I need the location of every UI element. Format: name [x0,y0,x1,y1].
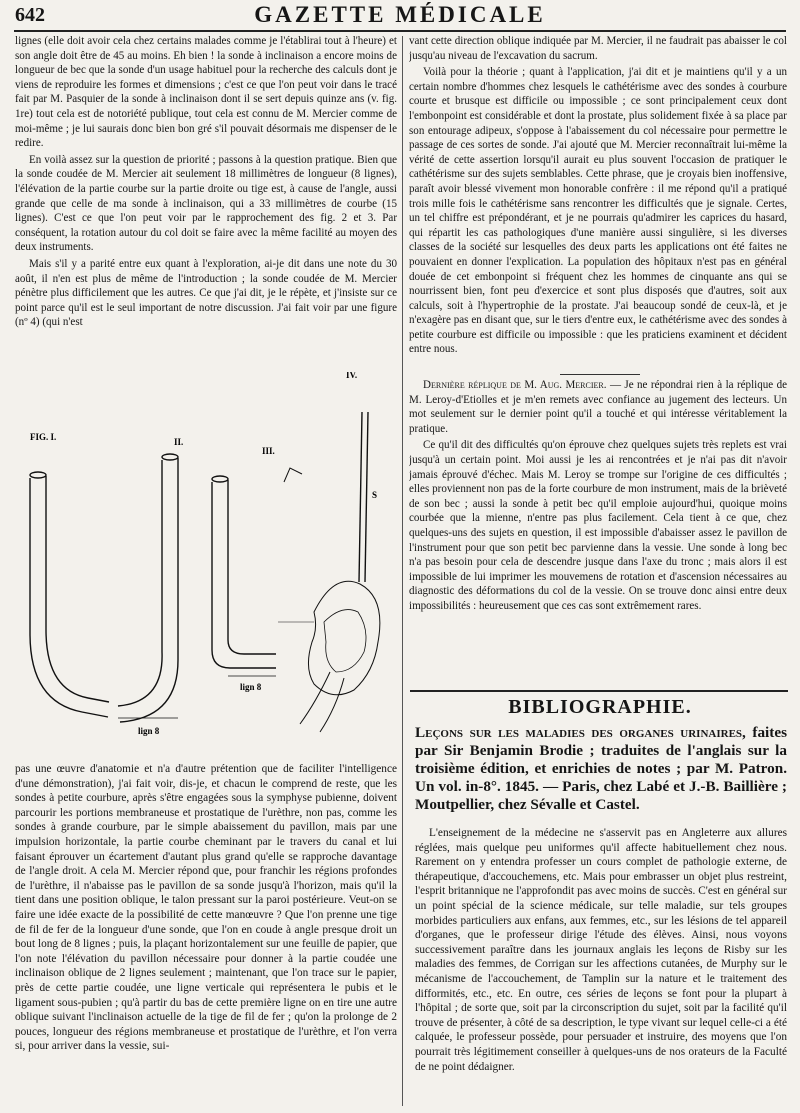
fig4-rod [359,412,362,582]
fig2-sound [118,460,162,706]
header-rule [14,30,786,32]
fig4-label: IV. [346,372,358,380]
fig3-sound [212,482,276,668]
bibliography-title: BIBLIOGRAPHIE. [508,696,692,718]
left-column-bottom [15,762,397,1108]
fig2-label: II. [174,437,184,447]
fig3-label: III. [262,446,275,456]
fig1-sound [30,478,108,717]
fig1-sound-inner [46,476,109,702]
paragraph: Mais s'il y a parité entre eux quant à l'exploration, ai-je dit dans une note du 30 août, il n'en est plus de même de l'introduction ; la sonde coudée de M. Mercier pénètre plus difficilement que les autres. Ce que j'ai dit, je le répète, et j'insiste sur ce point parce qu'il est le seul important de notre discussion. J'ai fait voir par une figure (nº 4) (qui n'est [15,257,397,329]
left-column-top [15,34,397,374]
paragraph: En voilà assez sur la question de priorité ; passons à la question pratique. Bien que la sonde coudée de M. Mercier ait seulement 18 millimètres de longueur (8 lignes), l'élévation de la partie courbe sur la partie droite ou tige est, à cause de l'angle, aussi grande que celle de ma sonde à inclinaison, qui a 33 millimètres de courbe (15 lignes). C'est ce que l'on peut voir par le rapprochement des fig. 2 et 3. Par conséquent, la rotation autour du col doit se faire avec la même facilité au moyen des deux instruments. [15,153,397,254]
right-column-top [409,34,787,370]
paragraph: L'enseignement de la médecine ne s'asservit pas en Angleterre aux allures réglées, mais quelque peu uniformes qu'il affecte habituellement chez nous. Rarement on y entendra professer un cours complet de pathologie externe, de thérapeutique, d'accouchemens, etc. Mais pour embrasser un objet plus restreint, l'esprit britannique ne l'approfondit pas avec moins de succès. C'est en général sur un point spécial de la science médicale, sur telle maladie, sur tels groupes morbides particuliers aux enfans, aux femmes, etc., sur les lésions de tel appareil d'organes, que le professeur dirige l'étude des élèves. Ainsi, nous voyons successivement paraître dans les journaux anglais les leçons de Risby sur les maladies des femmes, de Corrigan sur les affections cutanées, de Murphy sur le mécanisme de l'accouchement, de Tamplin sur la nature et le traitement des difformités, etc., etc. En outre, ces séries de leçons se font pour la plupart à l'hôpital ; de sorte que, soit par la circonscription du sujet, soit par la facilité qu'il trouve de présenter, à côté de sa description, le type vivant sur lequel celle-ci a été calquée, le professeur possède, pour persuader et instruire, des moyens que l'on pourrait très légitimement conseiller à quelques-uns de nos orateurs de la Faculté de ne point dédaigner. [415,827,787,1073]
paragraph: vant cette direction oblique indiquée par M. Mercier, il ne faudrait pas abaisser le col jusqu'au niveau de l'excavation du sacrum. [409,35,787,62]
column-divider [402,36,403,1106]
fig4-anatomy [308,581,379,695]
page-number: 642 [15,4,45,26]
paragraph: Dernière réplique de M. Aug. Mercier. — Je ne répondrai rien à la réplique de M. Leroy-d'Etiolles et je m'en remets avec confiance au jugement des lecteurs. Un mot seulement sur le dernier point qu'il a touché et qui intéresse véritablement la pratique. [409,379,787,435]
sound-instruments-figure [14,372,398,758]
paragraph: Voilà pour la théorie ; quant à l'application, j'ai dit et je maintiens qu'il y a un certain nombre d'hommes chez lesquels le cathétérisme avec des sondes à courbure courte et brusque est difficile ou impossible ; ce sont principalement ceux dont l'embonpoint est considérable et dont la prostate, plus solidement fixée à sa place par son entourage adipeux, s'oppose à l'abaissement du col nécessaire pour permettre le passage de ces sortes de sonde. J'ai ajouté que M. Mercier reconnaîtrait lui-même la vérité de cette assertion lorsqu'il aurait eu plus souvent l'occasion de pratiquer le cathétérisme sur des sujets semblables. Cette phrase, que je croyais bien inoffensive, paraît avoir blessé vivement mon honorable confrère : il me répond qu'il a pratiqué trois mille fois le cathétérisme sans rencontrer les difficultés que je signale. Certes, un tel chiffre est prépondérant, et je ne pourrais qu'admirer les caprices du hasard, qui répartit les cas pathologiques d'une manière aussi singulière, si les diverses classes de la société sur lesquelles des deux parts les applications ont été faites ne pouvaient en donner l'explication. La population des hôpitaux n'est pas en général douée de cet embonpoint si fréquent chez les hommes de cinquante ans qui se nourrissent bien, font peu d'exercice et sont plus disposés que d'autres, soit aux calculs, soit à l'hypertrophie de la prostate. J'ai beaucoup sondé de ceux-là, et je n'exagère pas en disant que, sur le tiers d'entre eux, le cathétérisme avec des sondes à petite courbure est difficile ou impossible : que les praticiens examinent et décident entre nous. [409,66,787,356]
fig1-label: FIG. I. [30,432,57,442]
fig3-sound-inner [228,480,276,654]
fig2-sound-inner [120,458,178,722]
paragraph: lignes (elle doit avoir cela chez certains malades comme je l'établirai tout à l'heure) et son angle doit être de 45 au moins. Eh bien ! la sonde à inclinaison a encore moins de longueur de bec que la sonde d'un usage habituel pour la recherche des calculs dont je viens de reproduire les formes et dimensions ; c'est ce que l'on peut voir dans le tracé fait par M. Pasquier de la sonde à inclinaison dont il se sert depuis quinze ans (v. fig. 1re) tout cela est de notoriété publique, tout cela est connu de M. Mercier comme de moi-même ; je lui saurais donc bien bon gré s'il pouvait désormais me dispenser de le redire. [15,35,397,150]
fig4-mark: S [372,490,378,500]
bibliography-rule [410,690,788,692]
right-column-reply [409,378,787,668]
section-rule [560,374,640,375]
figure-drawing [14,372,398,758]
book-title: Leçons sur les maladies des organes urinaires [415,724,743,741]
masthead-title: GAZETTE MÉDICALE [254,2,546,27]
paragraph: Ce qu'il dit des difficultés qu'on éprouve chez quelques sujets très replets est vrai jusqu'à un certain point. Moi aussi je les ai rencontrées et je n'ai pas dit n'avoir jamais éprouvé d'échec. Mais M. Leroy se trompe sur l'origine de ces difficultés ; elles proviennent non pas de la forte courbure de mon instrument, mais de la brièveté de son bec ; aussi la sonde à petit bec qu'il emploie aujourd'hui, quoique moins courbée que la mienne, n'entre pas plus facilement. Cela tient à ce que, chez quelques-uns des sujets en question, il est impossible d'abaisser assez le pavillon de l'instrument pour que son petit bec parvienne dans la vessie. Une sonde à long bec n'a pas besoin pour cela de descendre jusque dans l'axe du tronc ; mais alors il est impossible de lui imprimer les mouvemens de rotation et d'ascension nécessaires au diagnostic des déformations du col de la vessie. On se trouve donc ainsi entre deux impossibilités : heureusement que ces cas sont extrêmement rares. [409,439,787,612]
reply-heading: Dernière réplique de M. Aug. Mercier. [423,379,607,391]
fig3-scale-label: lign 8 [240,682,262,692]
paragraph: pas une œuvre d'anatomie et n'a d'autre prétention que de faciliter l'intelligence d'une démonstration), j'ai fait voir, dis-je, et chacun le comprend de reste, que les sondes à petite courbure, après s'être engagées sous la symphyse pubienne, doivent parcourir les portions membraneuse et prostatique de l'urèthre, non pas, comme les sondes à grande courbure, par le simple abaissement du pavillon, mais par une impulsion horizontale, la partie courbe cheminant par le travers du canal et lui faisant éprouver un écartement d'autant plus grand qu'elle se rapproche davantage de l'angle droit. A cela M. Mercier répond que, pour franchir les régions profondes de l'urèthre, il n'abaisse pas le pavillon de sa sonde jusqu'à l'horizon, mais qu'il la tient dans une position oblique, le talon pressant sur la paroi postérieure. Veut-on se faire une idée exacte de la possibilité de cette manœuvre ? Que l'on prenne une tige de fil de fer de la longueur d'une sonde, que l'on en coude à angle presque droit un bout long de 8 lignes ; puis, la plaçant horizontalement sur une feuille de papier, que l'on note l'élévation du pavillon nécessaire pour donner à la partie coudée une inclinaison oblique de 2 lignes seulement ; maintenant, que l'on trace sur le papier, près de cette partie coudée, une ligne verticale qui représentera le pubis et le ligament sous-pubien ; qu'à partir du bas de cette première ligne on en tire une autre oblique suivant l'inclinaison actuelle de la tige de fil de fer ; qu'on la prolonge de 2 pouces, longueur des régions membraneuse et prostatique de l'urèthre, et l'on verra si, pour arriver dans la vessie, sui- [15,763,397,1053]
fig2-scale-label: lign 8 [138,726,160,736]
bibliography-entry-heading [415,724,787,814]
bibliography-body [415,826,787,1108]
book-details: , faites par Sir Benjamin Brodie ; traduites de l'anglais sur la troisième édition, et enrichies de notes ; par M. Patron. Un vol. in-8°. 1845. — Paris, chez Labé et J.-B. Baillière ; Moutpellier, chez Sévalle et Castel. [415,724,787,813]
